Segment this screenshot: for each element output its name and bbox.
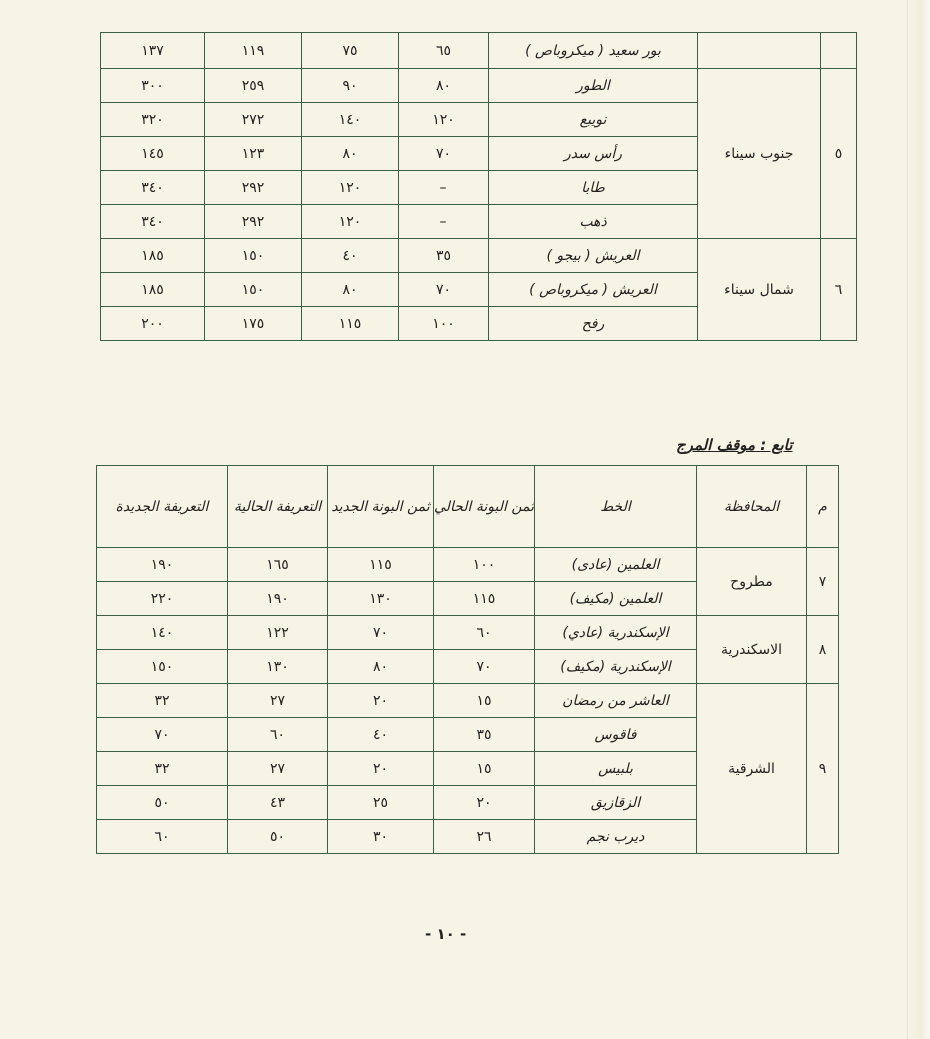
current-bus-price-cell: – [399, 171, 489, 205]
current-bus-price-cell: ٦٠ [434, 616, 535, 650]
header-index: م [807, 466, 839, 548]
route-cell: العاشر من رمضان [535, 684, 697, 718]
governorate-cell: الشرقية [697, 684, 807, 854]
current-fare-cell: ١٢٣ [205, 137, 302, 171]
new-fare-cell: ١٤٥ [101, 137, 205, 171]
current-fare-cell: ٤٣ [228, 786, 328, 820]
new-bus-price-cell: ٤٠ [302, 239, 399, 273]
new-bus-price-cell: ٨٠ [328, 650, 434, 684]
table-row [97, 684, 839, 718]
table-row [97, 548, 839, 582]
current-bus-price-cell: ٧٠ [399, 273, 489, 307]
fare-table-continued [100, 32, 857, 341]
new-fare-cell: ١٩٠ [97, 548, 228, 582]
current-bus-price-cell: ٣٥ [434, 718, 535, 752]
fare-table-marg-station [96, 465, 839, 854]
route-cell: رفح [489, 307, 698, 341]
governorate-cell: مطروح [697, 548, 807, 616]
new-fare-cell: ١٨٥ [101, 273, 205, 307]
current-fare-cell: ١٥٠ [205, 273, 302, 307]
route-cell: الإسكندرية (مكيف) [535, 650, 697, 684]
new-fare-cell: ٣٢ [97, 752, 228, 786]
index-cell: ٨ [807, 616, 839, 684]
current-bus-price-cell: ٢٦ [434, 820, 535, 854]
route-cell: رأس سدر [489, 137, 698, 171]
current-fare-cell: ٢٧ [228, 752, 328, 786]
new-bus-price-cell: ٧٠ [328, 616, 434, 650]
index-cell: ٩ [807, 684, 839, 854]
current-bus-price-cell: ١١٥ [434, 582, 535, 616]
index-cell: ٦ [821, 239, 857, 341]
new-bus-price-cell: ٤٠ [328, 718, 434, 752]
route-cell: العريش ( بيجو ) [489, 239, 698, 273]
current-fare-cell: ٢٧٢ [205, 103, 302, 137]
header-current-fare: التعريفة الحالية [228, 466, 328, 548]
route-cell: نويبع [489, 103, 698, 137]
route-cell: العريش ( ميكروباص ) [489, 273, 698, 307]
route-cell: الإسكندرية (عادي) [535, 616, 697, 650]
new-fare-cell: ١٤٠ [97, 616, 228, 650]
new-bus-price-cell: ١٢٠ [302, 205, 399, 239]
section-caption: تابع : موقف المرج [676, 436, 793, 454]
table-row [101, 69, 857, 103]
table-row [101, 33, 857, 69]
governorate-cell: جنوب سيناء [698, 69, 821, 239]
current-bus-price-cell: ١٠٠ [434, 548, 535, 582]
header-new-bus-price: ثمن البونة الجديد [328, 466, 434, 548]
table-row [101, 239, 857, 273]
current-fare-cell: ٢٥٩ [205, 69, 302, 103]
new-fare-cell: ٣٢٠ [101, 103, 205, 137]
new-bus-price-cell: ١١٥ [328, 548, 434, 582]
route-cell: العلمين (عادى) [535, 548, 697, 582]
new-fare-cell: ٦٠ [97, 820, 228, 854]
current-fare-cell: ٦٠ [228, 718, 328, 752]
new-fare-cell: ٣٤٠ [101, 205, 205, 239]
current-fare-cell: ١٥٠ [205, 239, 302, 273]
new-bus-price-cell: ٣٠ [328, 820, 434, 854]
route-cell: ذهب [489, 205, 698, 239]
current-bus-price-cell: ٢٠ [434, 786, 535, 820]
index-cell: ٧ [807, 548, 839, 616]
current-fare-cell: ١٢٢ [228, 616, 328, 650]
current-fare-cell: ٢٩٢ [205, 171, 302, 205]
new-bus-price-cell: ٧٥ [302, 33, 399, 69]
current-bus-price-cell: ٦٥ [399, 33, 489, 69]
table-header-row [97, 466, 839, 548]
current-fare-cell: ١١٩ [205, 33, 302, 69]
current-bus-price-cell: ١٥ [434, 684, 535, 718]
current-bus-price-cell: ١٥ [434, 752, 535, 786]
route-cell: فاقوس [535, 718, 697, 752]
governorate-cell [698, 33, 821, 69]
current-fare-cell: ١٣٠ [228, 650, 328, 684]
new-bus-price-cell: ١٢٠ [302, 171, 399, 205]
current-bus-price-cell: ٣٥ [399, 239, 489, 273]
route-cell: بور سعيد ( ميكروباص ) [489, 33, 698, 69]
current-bus-price-cell: ٧٠ [434, 650, 535, 684]
page-number: - ١٠ - [425, 925, 467, 943]
new-fare-cell: ٥٠ [97, 786, 228, 820]
table-row [97, 616, 839, 650]
current-fare-cell: ١٩٠ [228, 582, 328, 616]
new-bus-price-cell: ٨٠ [302, 137, 399, 171]
new-fare-cell: ٧٠ [97, 718, 228, 752]
new-fare-cell: ٢٢٠ [97, 582, 228, 616]
new-bus-price-cell: ١٤٠ [302, 103, 399, 137]
governorate-cell: شمال سيناء [698, 239, 821, 341]
new-fare-cell: ٣٤٠ [101, 171, 205, 205]
new-bus-price-cell: ٩٠ [302, 69, 399, 103]
header-route: الخط [535, 466, 697, 548]
header-current-bus-price: ثمن البونة الحالي [434, 466, 535, 548]
current-bus-price-cell: ٨٠ [399, 69, 489, 103]
current-fare-cell: ٥٠ [228, 820, 328, 854]
new-fare-cell: ١٣٧ [101, 33, 205, 69]
new-bus-price-cell: ١١٥ [302, 307, 399, 341]
current-fare-cell: ٢٧ [228, 684, 328, 718]
current-fare-cell: ١٦٥ [228, 548, 328, 582]
route-cell: بلبيس [535, 752, 697, 786]
current-bus-price-cell: ١٢٠ [399, 103, 489, 137]
route-cell: ديرب نجم [535, 820, 697, 854]
index-cell [821, 33, 857, 69]
current-bus-price-cell: – [399, 205, 489, 239]
current-fare-cell: ٢٩٢ [205, 205, 302, 239]
current-fare-cell: ١٧٥ [205, 307, 302, 341]
new-fare-cell: ١٨٥ [101, 239, 205, 273]
new-fare-cell: ٣٠٠ [101, 69, 205, 103]
new-fare-cell: ٣٢ [97, 684, 228, 718]
new-fare-cell: ١٥٠ [97, 650, 228, 684]
current-bus-price-cell: ١٠٠ [399, 307, 489, 341]
route-cell: الطور [489, 69, 698, 103]
route-cell: الزقازيق [535, 786, 697, 820]
route-cell: طابا [489, 171, 698, 205]
page-edge [907, 0, 930, 1039]
new-fare-cell: ٢٠٠ [101, 307, 205, 341]
new-bus-price-cell: ٢٠ [328, 752, 434, 786]
new-bus-price-cell: ١٣٠ [328, 582, 434, 616]
route-cell: العلمين (مكيف) [535, 582, 697, 616]
header-governorate: المحافظة [697, 466, 807, 548]
header-new-fare: التعريفة الجديدة [97, 466, 228, 548]
new-bus-price-cell: ٢٥ [328, 786, 434, 820]
current-bus-price-cell: ٧٠ [399, 137, 489, 171]
new-bus-price-cell: ٢٠ [328, 684, 434, 718]
new-bus-price-cell: ٨٠ [302, 273, 399, 307]
governorate-cell: الاسكندرية [697, 616, 807, 684]
index-cell: ٥ [821, 69, 857, 239]
